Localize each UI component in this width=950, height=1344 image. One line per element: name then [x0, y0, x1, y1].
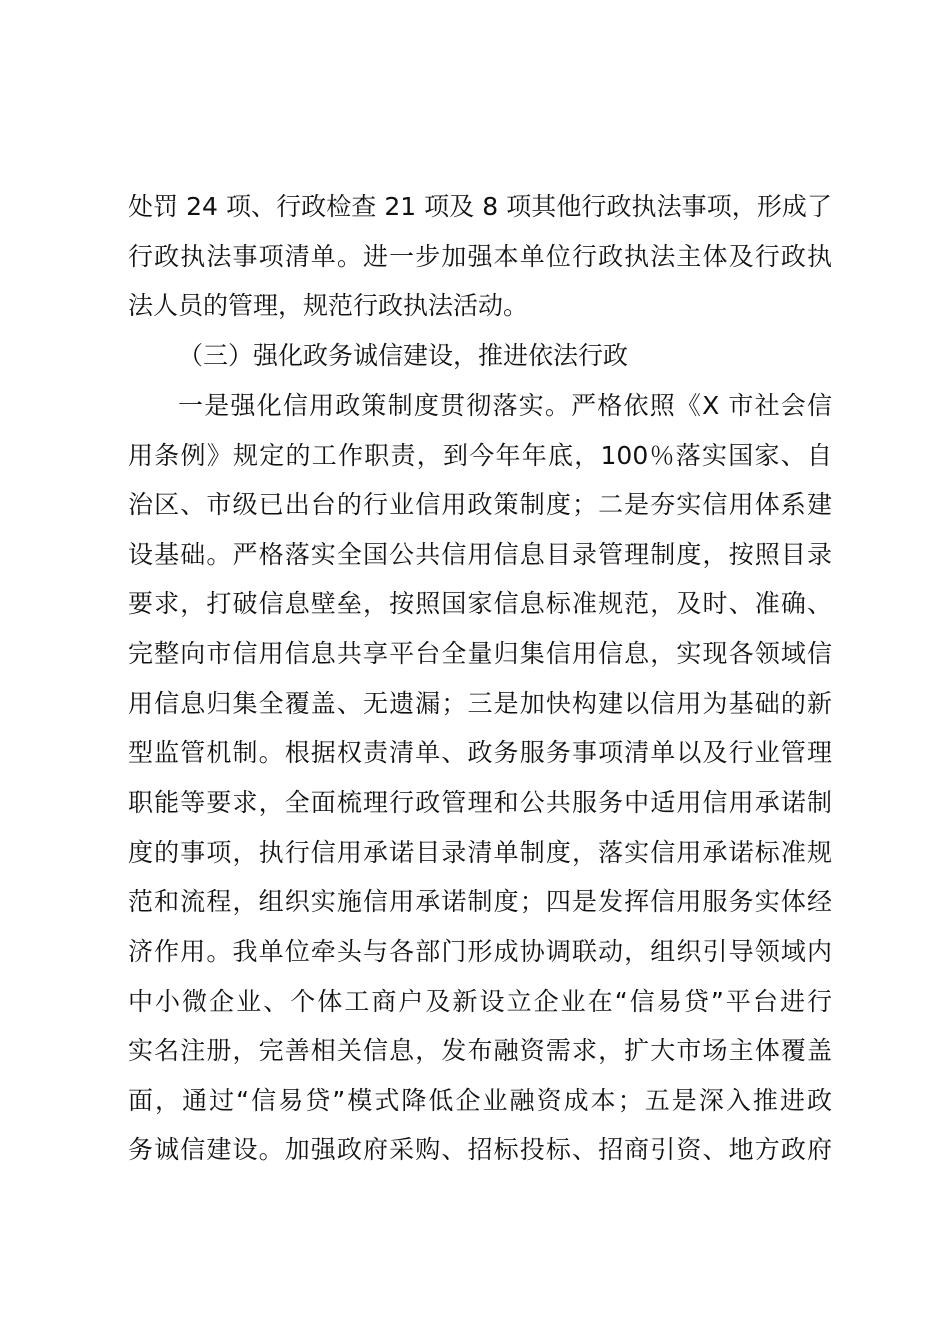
paragraph-line: 实名注册，完善相关信息，发布融资需求，扩大市场主体覆盖 — [128, 1036, 832, 1065]
paragraph-line: 用信息归集全覆盖、无遗漏；三是加快构建以信用为基础的新 — [128, 689, 832, 718]
paragraph-line: 面，通过“信易贷”模式降低企业融资成本；五是深入推进政 — [128, 1086, 832, 1115]
paragraph-line: 务诚信建设。加强政府采购、招标投标、招商引资、地方政府 — [128, 1135, 832, 1164]
section-heading: （三）强化政务诚信建设，推进依法行政 — [178, 341, 629, 370]
paragraph-line: 处罚 24 项、行政检查 21 项及 8 项其他行政执法事项，形成了 — [128, 192, 832, 221]
paragraph-line: 一是强化信用政策制度贯彻落实。严格依照《X 市社会信 — [178, 391, 832, 420]
paragraph-line: 用条例》规定的工作职责，到今年年底，100％落实国家、自 — [128, 441, 832, 470]
paragraph-line: 行政执法事项清单。进一步加强本单位行政执法主体及行政执 — [128, 242, 832, 271]
paragraph-line: 中小微企业、个体工商户及新设立企业在“信易贷”平台进行 — [128, 987, 832, 1016]
paragraph-line: 度的事项，执行信用承诺目录清单制度，落实信用承诺标准规 — [128, 838, 832, 867]
paragraph-line: 治区、市级已出台的行业信用政策制度；二是夯实信用体系建 — [128, 490, 832, 519]
paragraph-line: 型监管机制。根据权责清单、政务服务事项清单以及行业管理 — [128, 738, 832, 767]
paragraph-line: 要求，打破信息壁垒，按照国家信息标准规范，及时、准确、 — [128, 589, 832, 618]
paragraph-line: 设基础。严格落实全国公共信用信息目录管理制度，按照目录 — [128, 540, 832, 569]
paragraph-line: 济作用。我单位牵头与各部门形成协调联动，组织引导领域内 — [128, 937, 832, 966]
paragraph-line: 范和流程，组织实施信用承诺制度；四是发挥信用服务实体经 — [128, 887, 832, 916]
paragraph-line: 职能等要求，全面梳理行政管理和公共服务中适用信用承诺制 — [128, 788, 832, 817]
paragraph-line: 完整向市信用信息共享平台全量归集信用信息，实现各领域信 — [128, 639, 832, 668]
paragraph-line: 法人员的管理，规范行政执法活动。 — [128, 291, 529, 320]
